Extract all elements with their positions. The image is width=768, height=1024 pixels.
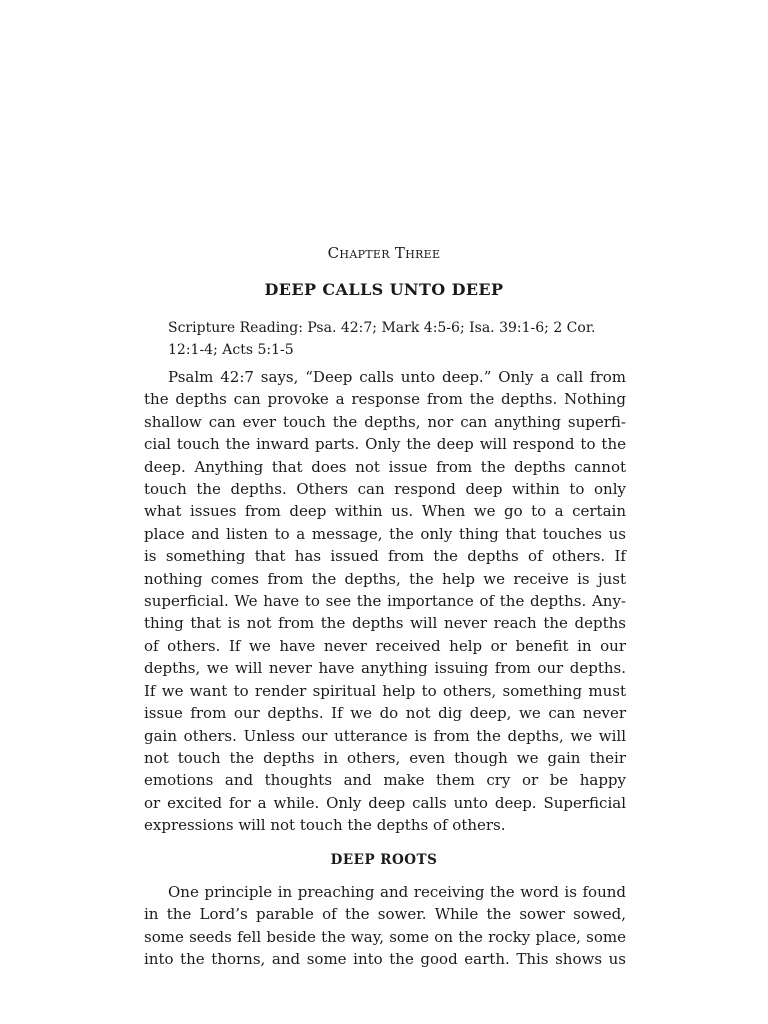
- chapter-label: Chapter Three: [327, 244, 441, 262]
- paragraph-deep-roots: [144, 881, 626, 971]
- text-line: issue from our depths. If we do not dig deep, we can never: [144, 704, 626, 723]
- text-line: what issues from deep within us. When we go to a certain: [144, 502, 626, 521]
- text-line: One principle in preaching and receiving the word is found: [168, 883, 626, 901]
- text-line: expressions will not touch the depths of others.: [144, 816, 506, 835]
- scripture-line-1: Scripture Reading: Psa. 42:7; Mark 4:5-6; Isa. 39:1-6; 2 Cor.: [168, 320, 596, 336]
- text-line: depths, we will never have anything issuing from our depths.: [144, 659, 626, 678]
- text-line: If we want to render spiritual help to others, something must: [144, 681, 626, 700]
- text-line: superficial. We have to see the importance of the depths. Any-: [144, 592, 626, 611]
- text-line: into the thorns, and some into the good earth. This shows us: [144, 950, 626, 969]
- text-line: place and listen to a message, the only thing that touches us: [144, 524, 626, 543]
- text-line: emotions and thoughts and make them cry or be happy: [144, 771, 626, 790]
- section-heading: DEEP ROOTS: [330, 852, 438, 868]
- text-line: in the Lord’s parable of the sower. While the sower sowed,: [144, 905, 626, 924]
- paragraph-psalm: [144, 366, 626, 837]
- text-line: is something that has issued from the depths of others. If: [144, 547, 626, 566]
- text-line: touch the depths. Others can respond deep within to only: [144, 480, 626, 499]
- text-line: cial touch the inward parts. Only the deep will respond to the: [144, 435, 626, 454]
- scripture-line-2: 12:1-4; Acts 5:1-5: [168, 342, 294, 359]
- text-line: nothing comes from the depths, the help we receive is just: [144, 569, 626, 588]
- scripture-reading: [144, 317, 626, 362]
- text-line: or excited for a while. Only deep calls unto deep. Superficial: [144, 793, 626, 812]
- text-line: gain others. Unless our utterance is from the depths, we will: [144, 726, 626, 745]
- text-line: Psalm 42:7 says, “Deep calls unto deep.” Only a call from: [168, 368, 626, 386]
- text-line: of others. If we have never received help or benefit in our: [144, 636, 626, 655]
- text-line: some seeds fell beside the way, some on the rocky place, some: [144, 927, 626, 946]
- text-line: deep. Anything that does not issue from the depths cannot: [144, 457, 626, 476]
- text-line: not touch the depths in others, even though we gain their: [144, 748, 626, 767]
- text-line: the depths can provoke a response from the depths. Nothing: [144, 390, 626, 409]
- chapter-title: DEEP CALLS UNTO DEEP: [264, 280, 504, 299]
- text-line: thing that is not from the depths will never reach the depths: [144, 614, 626, 633]
- text-line: shallow can ever touch the depths, nor can anything superfi-: [144, 412, 626, 431]
